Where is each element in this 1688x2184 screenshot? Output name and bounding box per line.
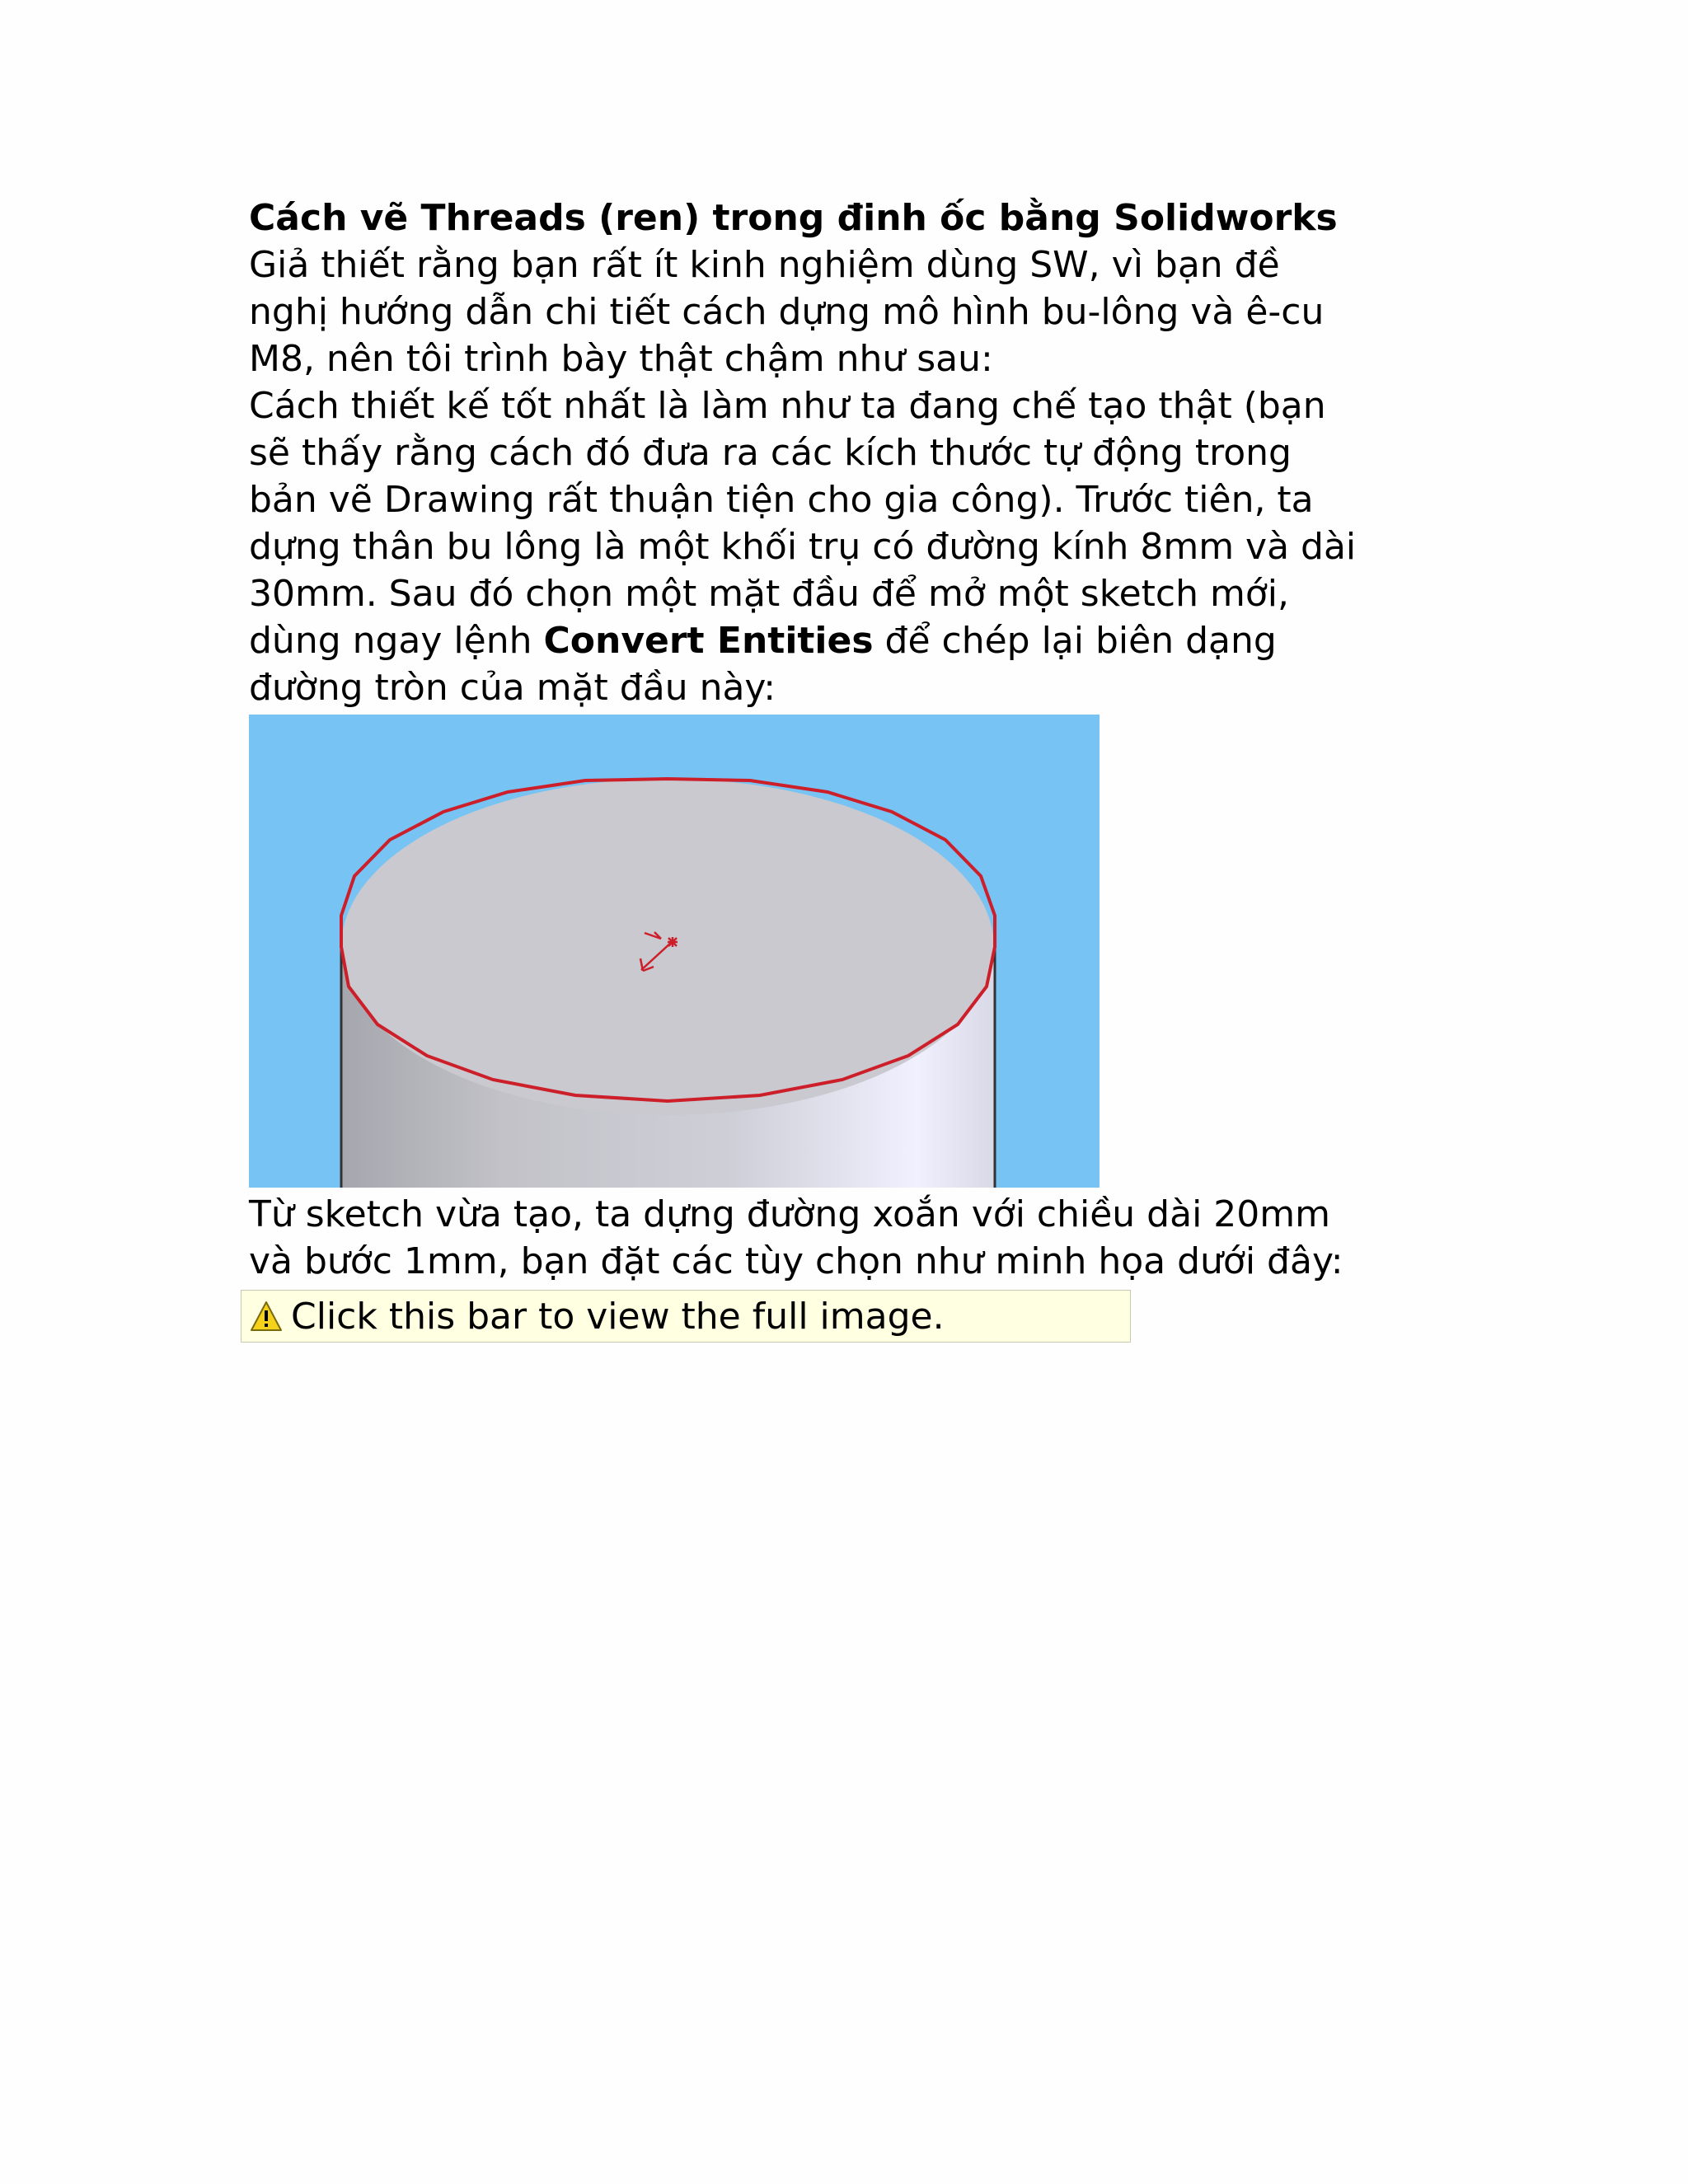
- paragraph-1-line-2: nghị hướng dẫn chi tiết cách dựng mô hình bu-lông và ê-cu: [249, 291, 1325, 333]
- paragraph-2-line-4: dựng thân bu lông là một khối trụ có đường kính 8mm và dài: [249, 526, 1357, 568]
- article-title: Cách vẽ Threads (ren) trong đinh ốc bằng Solidworks: [249, 197, 1338, 239]
- view-full-image-bar[interactable]: [241, 1290, 1131, 1343]
- paragraph-2-line-6: [249, 617, 1452, 664]
- command-name: Convert Entities: [543, 620, 874, 662]
- warning-icon: [248, 1298, 284, 1334]
- paragraph-2-line-3: bản vẽ Drawing rất thuận tiện cho gia công). Trước tiên, ta: [249, 479, 1314, 521]
- article-body: [249, 194, 1452, 1343]
- paragraph-2-line-7: đường tròn của mặt đầu này:: [249, 667, 776, 709]
- paragraph-3-line-1: Từ sketch vừa tạo, ta dựng đường xoắn với chiều dài 20mm: [249, 1193, 1330, 1235]
- cylinder-sketch-image: [249, 715, 1100, 1188]
- cylinder-illustration: [249, 715, 1100, 1188]
- view-full-image-label: Click this bar to view the full image.: [291, 1295, 945, 1338]
- paragraph-1-line-3: M8, nên tôi trình bày thật chậm như sau:: [249, 338, 993, 380]
- text-run: để chép lại biên dạng: [873, 620, 1277, 662]
- paragraph-2-line-5: 30mm. Sau đó chọn một mặt đầu để mở một sketch mới,: [249, 573, 1289, 615]
- paragraph-2-line-2: sẽ thấy rằng cách đó đưa ra các kích thước tự động trong: [249, 432, 1292, 474]
- paragraph-1-line-1: Giả thiết rằng bạn rất ít kinh nghiệm dùng SW, vì bạn đề: [249, 244, 1280, 286]
- text-run: dùng ngay lệnh: [249, 620, 544, 662]
- paragraph-3-line-2: và bước 1mm, bạn đặt các tùy chọn như minh họa dưới đây:: [249, 1240, 1343, 1282]
- paragraph-2-line-1: Cách thiết kế tốt nhất là làm như ta đang chế tạo thật (bạn: [249, 385, 1326, 427]
